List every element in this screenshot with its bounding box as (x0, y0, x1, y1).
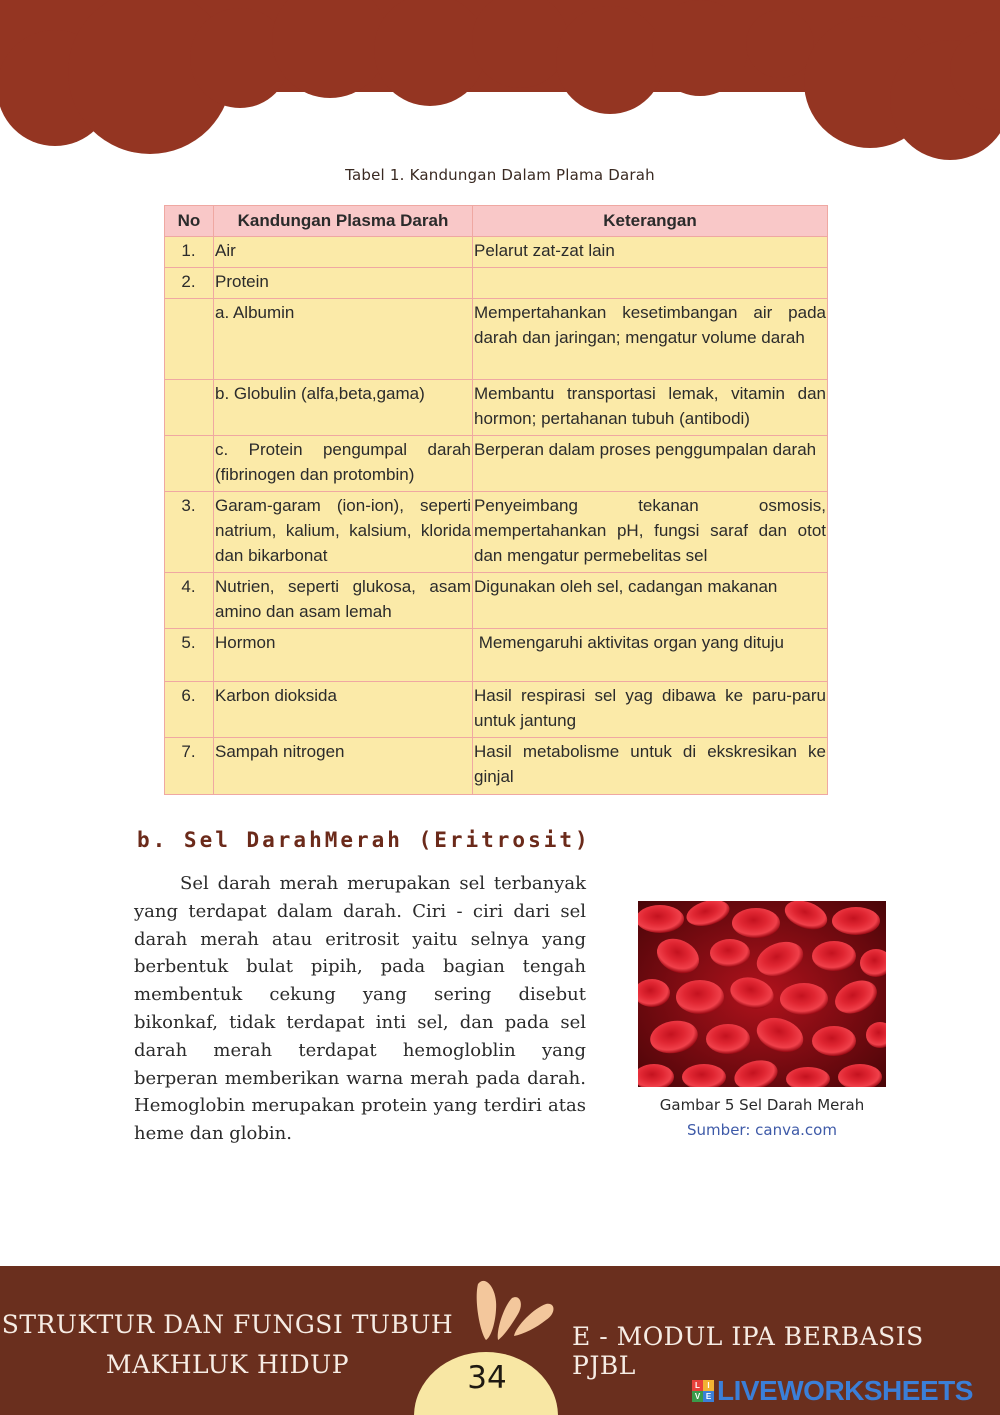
footer-subject-line2: MAKHLUK HIDUP (105, 1350, 350, 1379)
table-row (165, 492, 828, 573)
logo-letter-e: E (703, 1391, 714, 1402)
table-row (165, 380, 828, 436)
liveworksheets-icon (692, 1380, 714, 1402)
table-row (165, 682, 828, 738)
red-blood-cells-image (638, 901, 886, 1087)
row-description: Hasil metabolisme untuk di ekskresikan ke ginjal (473, 738, 828, 795)
row-content: Hormon (214, 629, 473, 682)
row-content: Air (214, 237, 473, 268)
table-row (165, 629, 828, 682)
row-content: Karbon dioksida (214, 682, 473, 738)
row-number: 4. (165, 573, 214, 629)
row-content: Garam-garam (ion-ion), seperti natrium, kalium, kalsium, klorida dan bikarbonat (214, 492, 473, 573)
header-content: Kandungan Plasma Darah (214, 206, 473, 237)
row-number: 7. (165, 738, 214, 795)
row-number: 2. (165, 268, 214, 299)
table-row (165, 738, 828, 795)
row-description: Mempertahankan kesetimbangan air pada darah dan jaringan; mengatur volume darah (473, 299, 828, 380)
footer-module-subject (0, 1305, 455, 1385)
row-description (473, 268, 828, 299)
liveworksheets-logo[interactable] (692, 1376, 973, 1406)
row-content: Nutrien, seperti glukosa, asam amino dan asam lemah (214, 573, 473, 629)
row-description: Berperan dalam proses penggumpalan darah (473, 436, 828, 492)
row-content: c. Protein pengumpal darah (fibrinogen dan protombin) (214, 436, 473, 492)
row-content: a. Albumin (214, 299, 473, 380)
table-row (165, 268, 828, 299)
row-description: Membantu transportasi lemak, vitamin dan hormon; pertahanan tubuh (antibodi) (473, 380, 828, 436)
footer-subject-line1: STRUKTUR DAN FUNGSI TUBUH (1, 1310, 454, 1339)
table-row (165, 237, 828, 268)
row-description: Memengaruhi aktivitas organ yang dituju (473, 629, 828, 682)
table-row (165, 573, 828, 629)
page-number: 34 (467, 1360, 507, 1396)
row-description: Pelarut zat-zat lain (473, 237, 828, 268)
row-description: Penyeimbang tekanan osmosis, mempertahankan pH, fungsi saraf dan otot dan mengatur permebelitas sel (473, 492, 828, 573)
header-description: Keterangan (473, 206, 828, 237)
row-number (165, 299, 214, 380)
figure-caption: Gambar 5 Sel Darah Merah (659, 1096, 865, 1114)
logo-letter-l: L (692, 1380, 703, 1391)
row-number: 1. (165, 237, 214, 268)
row-number: 6. (165, 682, 214, 738)
logo-letter-v: V (692, 1391, 703, 1402)
row-content: b. Globulin (alfa,beta,gama) (214, 380, 473, 436)
footer-module-title: E - MODUL IPA BERBASIS PJBL (572, 1322, 924, 1380)
row-description: Hasil respirasi sel yag dibawa ke paru-paru untuk jantung (473, 682, 828, 738)
liveworksheets-text: LIVEWORKSHEETS (717, 1375, 973, 1406)
logo-letter-i: I (703, 1380, 714, 1391)
plasma-content-table (164, 205, 828, 795)
section-heading: b. Sel DarahMerah (Eritrosit) (137, 828, 591, 852)
row-number: 3. (165, 492, 214, 573)
row-description: Digunakan oleh sel, cadangan makanan (473, 573, 828, 629)
body-paragraph: Sel darah merah merupakan sel terbanyak yang terdapat dalam darah. Ciri - ciri dari sel darah merah atau eritrosit yaitu selnya yang berbentuk bulat pipih, pada bagian tengah membentuk cekung yang sering disebut bikonkaf, tidak terdapat inti sel, dan pada sel darah merah terdapat hemogloblin yang berperan memberikan warna merah pada darah. Hemoglobin merupakan protein yang terdiri atas heme dan globin. (134, 873, 586, 1145)
table-row (165, 299, 828, 380)
row-number (165, 436, 214, 492)
header-no: No (165, 206, 214, 237)
row-number (165, 380, 214, 436)
header-cloud-banner (0, 0, 1000, 170)
table-header-row (165, 206, 828, 237)
figure-source: Sumber: canva.com (687, 1121, 837, 1139)
table-row (165, 436, 828, 492)
row-content: Sampah nitrogen (214, 738, 473, 795)
row-content: Protein (214, 268, 473, 299)
row-number: 5. (165, 629, 214, 682)
table-caption: Tabel 1. Kandungan Dalam Plama Darah (345, 166, 655, 184)
sun-rays-icon (477, 1281, 554, 1340)
